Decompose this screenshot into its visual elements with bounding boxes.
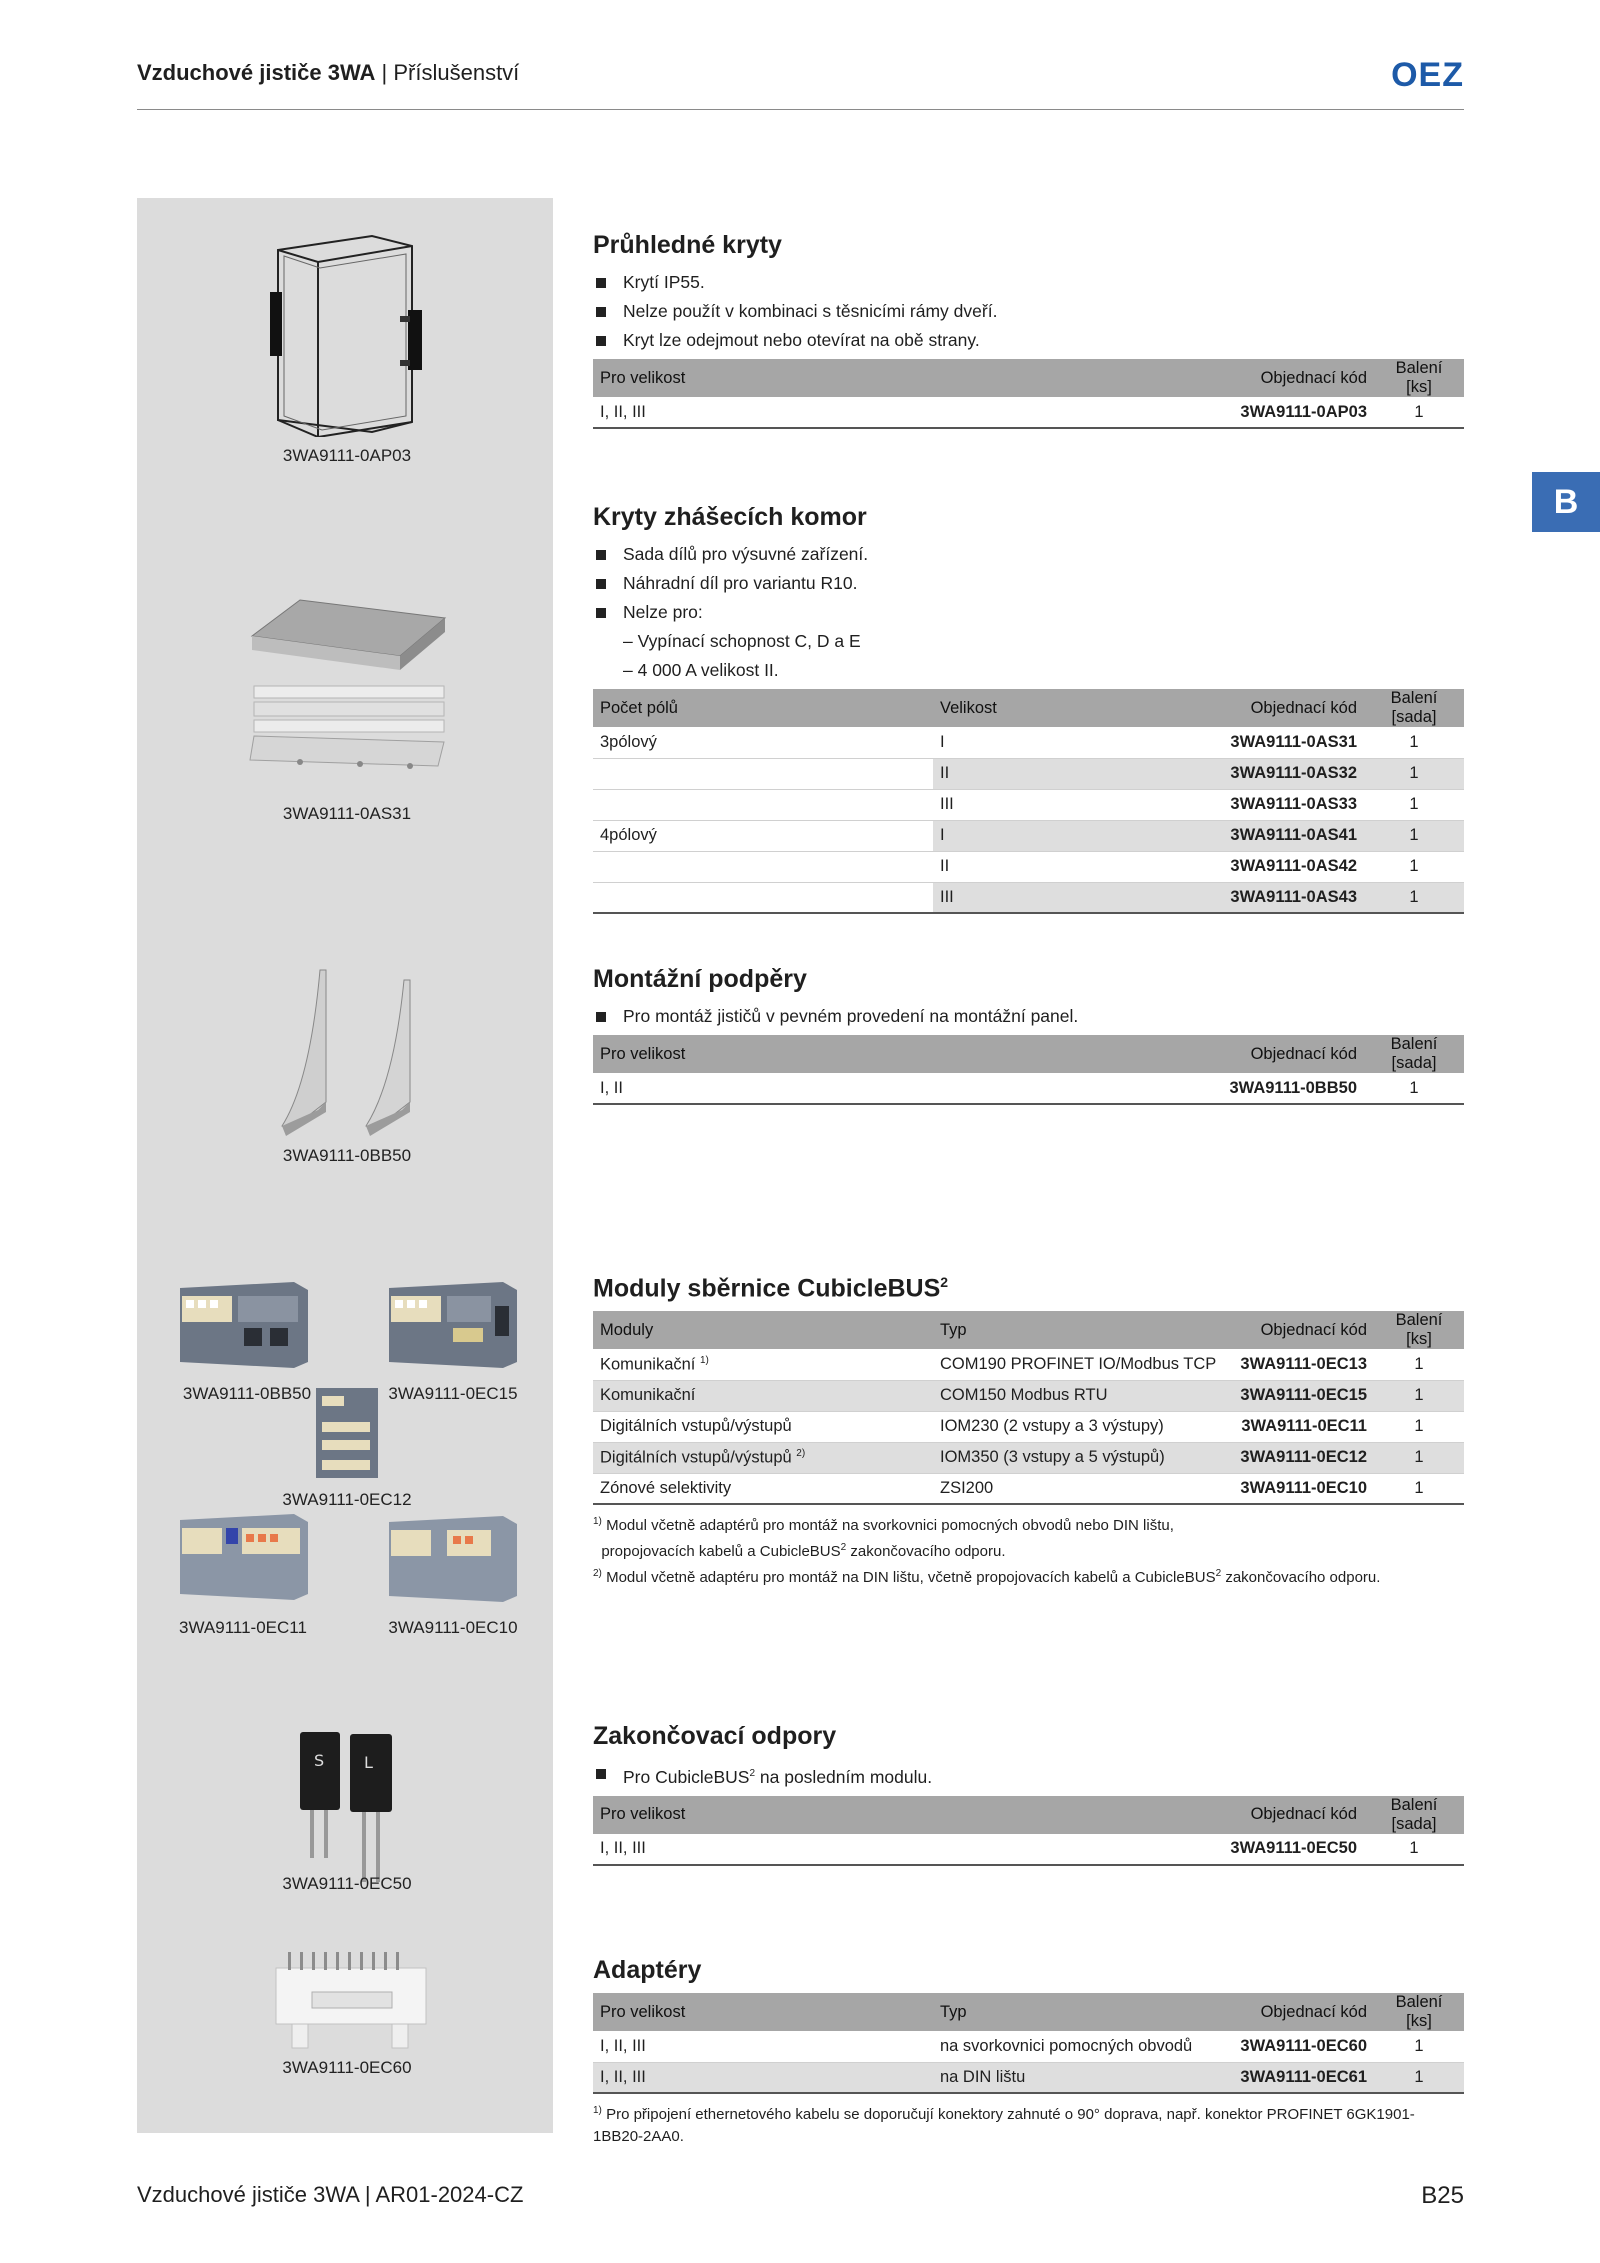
sub-item: – Vypínací schopnost C, D a E (623, 631, 861, 651)
section-transparent-covers (593, 231, 1464, 429)
page-header (137, 56, 1464, 110)
bullet-item: Krytí IP55. (593, 268, 1464, 297)
footer-text: Vzduchové jističe 3WA | AR01-2024-CZ (137, 2182, 524, 2207)
table-cell: I, II (593, 1073, 911, 1104)
table-row (593, 1442, 1464, 1473)
table-row (593, 1473, 1464, 1504)
caption-covers: 3WA9111-0AP03 (282, 446, 412, 465)
table-cell: 1 (1364, 758, 1464, 789)
bullet-item: Kryt lze odejmout nebo otevírat na obě strany. (593, 326, 1464, 355)
table-cell: 1 (1374, 1442, 1464, 1473)
table-cell: 1 (1374, 1473, 1464, 1504)
col-header: Objednací kód (1222, 1993, 1374, 2031)
header-title: Vzduchové jističe 3WA | Příslušenství (137, 60, 520, 85)
table-header-row (593, 1993, 1464, 2031)
page-number: B25 (1421, 2182, 1464, 2209)
table-cell: Komunikační (593, 1380, 933, 1411)
footnote: $^{1)}$ Modul včetně adaptérů pro montáž na svorkovnici pomocných obvodů nebo DIN lištu, propojovacích kabelů a CubicleBUS$^2$ zakončovacího odporu. $^{2)}$ Modul včetně adaptéru pro montáž na DIN lištu, včetně propojovacích kabelů a CubicleBUS$^2$ zakončovacího odporu. (593, 1516, 1381, 1587)
section-mounting-supports (593, 965, 1464, 1105)
section-adapters (593, 1956, 1464, 2148)
page-footer (137, 2182, 1464, 2208)
table-cell (593, 851, 933, 882)
bullet-item: Pro montáž jističů v pevném provedení na montážní panel. (593, 1002, 1464, 1031)
caption-mod5: 3WA9111-0EC10 (388, 1618, 518, 1637)
table-cell: Zónové selektivity (593, 1473, 933, 1504)
order-code: 3WA9111-0AS43 (1077, 882, 1364, 913)
table-header-row (593, 1311, 1464, 1349)
module-0bb50-image (174, 1278, 314, 1368)
mounting-support-image (270, 962, 430, 1142)
table-cell: 1 (1374, 1349, 1464, 1380)
col-header: Objednací kód (911, 1035, 1364, 1073)
table-cell: I, II, III (593, 2062, 933, 2093)
section-title: Zakončovací odpory (593, 1722, 837, 1750)
table-cell: I (933, 727, 1077, 758)
order-code: 3WA9111-0AS33 (1077, 789, 1364, 820)
col-header: Balení [ks] (1374, 1311, 1464, 1349)
order-code: 3WA9111-0EC11 (1230, 1411, 1374, 1442)
module-0ec11-image (174, 1510, 314, 1600)
col-header: Pro velikost (593, 359, 916, 397)
sub-item: – 4 000 A velikost II. (623, 660, 779, 680)
order-table (593, 1311, 1464, 1505)
table-cell: 1 (1364, 1073, 1464, 1104)
table-cell: Digitálních vstupů/výstupů (593, 1411, 933, 1442)
table-row (593, 397, 1464, 428)
order-code: 3WA9111-0AS42 (1077, 851, 1364, 882)
table-cell: COM190 PROFINET IO/Modbus TCP (933, 1349, 1230, 1380)
bullet-item: Náhradní díl pro variantu R10. (593, 569, 1464, 598)
table-row (593, 1349, 1464, 1380)
table-header-row (593, 359, 1464, 397)
order-table (593, 1993, 1464, 2094)
table-cell: 3pólový (593, 727, 933, 758)
order-code: 3WA9111-0EC12 (1230, 1442, 1374, 1473)
section-terminating-resistors (593, 1722, 1464, 1866)
table-row (593, 1380, 1464, 1411)
section-arc-chute-covers (593, 503, 1464, 914)
svg-text:S: S (314, 1751, 325, 1770)
table-cell: IOM230 (2 vstupy a 3 výstupy) (933, 1411, 1230, 1442)
col-header: Balení [ks] (1374, 1993, 1464, 2031)
table-cell: II (933, 851, 1077, 882)
col-header: Objednací kód (916, 359, 1374, 397)
table-cell: COM150 Modbus RTU (933, 1380, 1230, 1411)
order-code: 3WA9111-0EC10 (1230, 1473, 1374, 1504)
order-code: 3WA9111-0AS41 (1077, 820, 1364, 851)
order-table (593, 1035, 1464, 1105)
table-cell: 1 (1364, 789, 1464, 820)
order-table (593, 359, 1464, 429)
bullet-item: Nelze použít v kombinaci s těsnicími rámy dveří. (593, 297, 1464, 326)
caption-resistors: 3WA9111-0EC50 (282, 1874, 412, 1893)
section-title: Adaptéry (593, 1956, 702, 1984)
table-row (593, 2062, 1464, 2093)
table-row (593, 1411, 1464, 1442)
table-header-row (593, 1035, 1464, 1073)
order-code: 3WA9111-0EC61 (1222, 2062, 1374, 2093)
col-header: Balení [sada] (1364, 1035, 1464, 1073)
bullet-item: Sada dílů pro výsuvné zařízení. (593, 540, 1464, 569)
bullet-item: Nelze pro: (593, 598, 1464, 627)
table-cell: 1 (1374, 397, 1464, 428)
col-header: Pro velikost (593, 1035, 911, 1073)
col-header: Moduly (593, 1311, 933, 1349)
col-header: Typ (933, 1311, 1230, 1349)
oez-logo: OEZ (1391, 56, 1464, 94)
table-cell (593, 758, 933, 789)
table-cell: 1 (1374, 2031, 1464, 2062)
table-cell: Komunikační $^{1)}$ (593, 1349, 933, 1380)
col-header: Pro velikost (593, 1796, 912, 1834)
caption-chutes: 3WA9111-0AS31 (282, 804, 412, 823)
order-code: 3WA9111-0EC50 (912, 1834, 1364, 1865)
section-title: Montážní podpěry (593, 965, 807, 993)
col-header: Balení [sada] (1364, 689, 1464, 727)
table-cell: I, II, III (593, 2031, 933, 2062)
col-header: Typ (933, 1993, 1222, 2031)
table-row (593, 820, 1464, 851)
caption-mod2: 3WA9111-0EC15 (388, 1384, 518, 1403)
section-title: Moduly sběrnice CubicleBUS$^2$ (593, 1274, 949, 1303)
table-cell: III (933, 882, 1077, 913)
module-0ec15-image (383, 1278, 523, 1368)
table-row (593, 789, 1464, 820)
col-header: Balení [ks] (1374, 359, 1464, 397)
adapter-image (272, 1946, 430, 2054)
section-title: Kryty zhášecích komor (593, 503, 867, 531)
table-header-row (593, 1796, 1464, 1834)
caption-mod1: 3WA9111-0BB50 (182, 1384, 312, 1403)
table-cell: 1 (1364, 727, 1464, 758)
table-cell: 1 (1374, 1380, 1464, 1411)
table-cell: 4pólový (593, 820, 933, 851)
footnote: $^{1)}$ Pro připojení ethernetového kabelu se doporučují konektory zahnuté o 90° doprava, např. konektor PROFINET 6GK1901-1BB20-2AA0. (593, 2105, 1415, 2145)
table-cell: 1 (1364, 820, 1464, 851)
table-cell: 1 (1374, 1411, 1464, 1442)
chapter-tab[interactable]: B (1532, 472, 1600, 532)
bullet-list (593, 1002, 1464, 1031)
col-header: Objednací kód (1230, 1311, 1374, 1349)
table-row (593, 758, 1464, 789)
module-0ec10-image (383, 1512, 523, 1602)
order-code: 3WA9111-0EC15 (1230, 1380, 1374, 1411)
transparent-cover-image (262, 232, 432, 437)
order-code: 3WA9111-0AS32 (1077, 758, 1364, 789)
module-0ec12-image (312, 1384, 382, 1482)
table-row (593, 1073, 1464, 1104)
col-header: Pro velikost (593, 1993, 933, 2031)
order-code: 3WA9111-0AP03 (916, 397, 1374, 428)
table-cell: 1 (1374, 2062, 1464, 2093)
table-row (593, 1834, 1464, 1865)
table-cell: na DIN lištu (933, 2062, 1222, 2093)
col-header: Velikost (933, 689, 1077, 727)
arc-chute-cover-image (240, 590, 455, 790)
terminating-resistor-image (292, 1722, 402, 1892)
table-row (593, 882, 1464, 913)
caption-mod4: 3WA9111-0EC11 (179, 1618, 307, 1637)
table-cell: III (933, 789, 1077, 820)
caption-supports: 3WA9111-0BB50 (282, 1146, 412, 1165)
col-header: Počet pólů (593, 689, 933, 727)
table-cell: ZSI200 (933, 1473, 1230, 1504)
order-table (593, 689, 1464, 914)
table-cell: I (933, 820, 1077, 851)
order-code: 3WA9111-0BB50 (911, 1073, 1364, 1104)
table-cell: na svorkovnici pomocných obvodů (933, 2031, 1222, 2062)
bullet-list (593, 540, 1464, 685)
svg-text:L: L (364, 1753, 373, 1772)
table-row (593, 2031, 1464, 2062)
table-cell (593, 789, 933, 820)
bullet-list (593, 1759, 1464, 1792)
table-row (593, 851, 1464, 882)
section-title: Průhledné kryty (593, 231, 782, 259)
bullet-list (593, 268, 1464, 355)
table-cell: 1 (1364, 882, 1464, 913)
table-cell (593, 882, 933, 913)
table-cell: II (933, 758, 1077, 789)
table-row (593, 727, 1464, 758)
table-cell: I, II, III (593, 397, 916, 428)
col-header: Objednací kód (912, 1796, 1364, 1834)
table-cell: 1 (1364, 1834, 1464, 1865)
col-header: Objednací kód (1077, 689, 1364, 727)
table-header-row (593, 689, 1464, 727)
section-cubiclebus-modules (593, 1274, 1464, 1589)
table-cell: Digitálních vstupů/výstupů $^{2)}$ (593, 1442, 933, 1473)
bullet-item: Pro CubicleBUS$^2$ na posledním modulu. (593, 1759, 1464, 1792)
caption-adapter: 3WA9111-0EC60 (282, 2058, 412, 2077)
caption-mod3: 3WA9111-0EC12 (282, 1490, 412, 1509)
table-cell: IOM350 (3 vstupy a 5 výstupů) (933, 1442, 1230, 1473)
order-table (593, 1796, 1464, 1866)
table-cell: I, II, III (593, 1834, 912, 1865)
order-code: 3WA9111-0EC13 (1230, 1349, 1374, 1380)
order-code: 3WA9111-0AS31 (1077, 727, 1364, 758)
col-header: Balení [sada] (1364, 1796, 1464, 1834)
table-cell: 1 (1364, 851, 1464, 882)
order-code: 3WA9111-0EC60 (1222, 2031, 1374, 2062)
